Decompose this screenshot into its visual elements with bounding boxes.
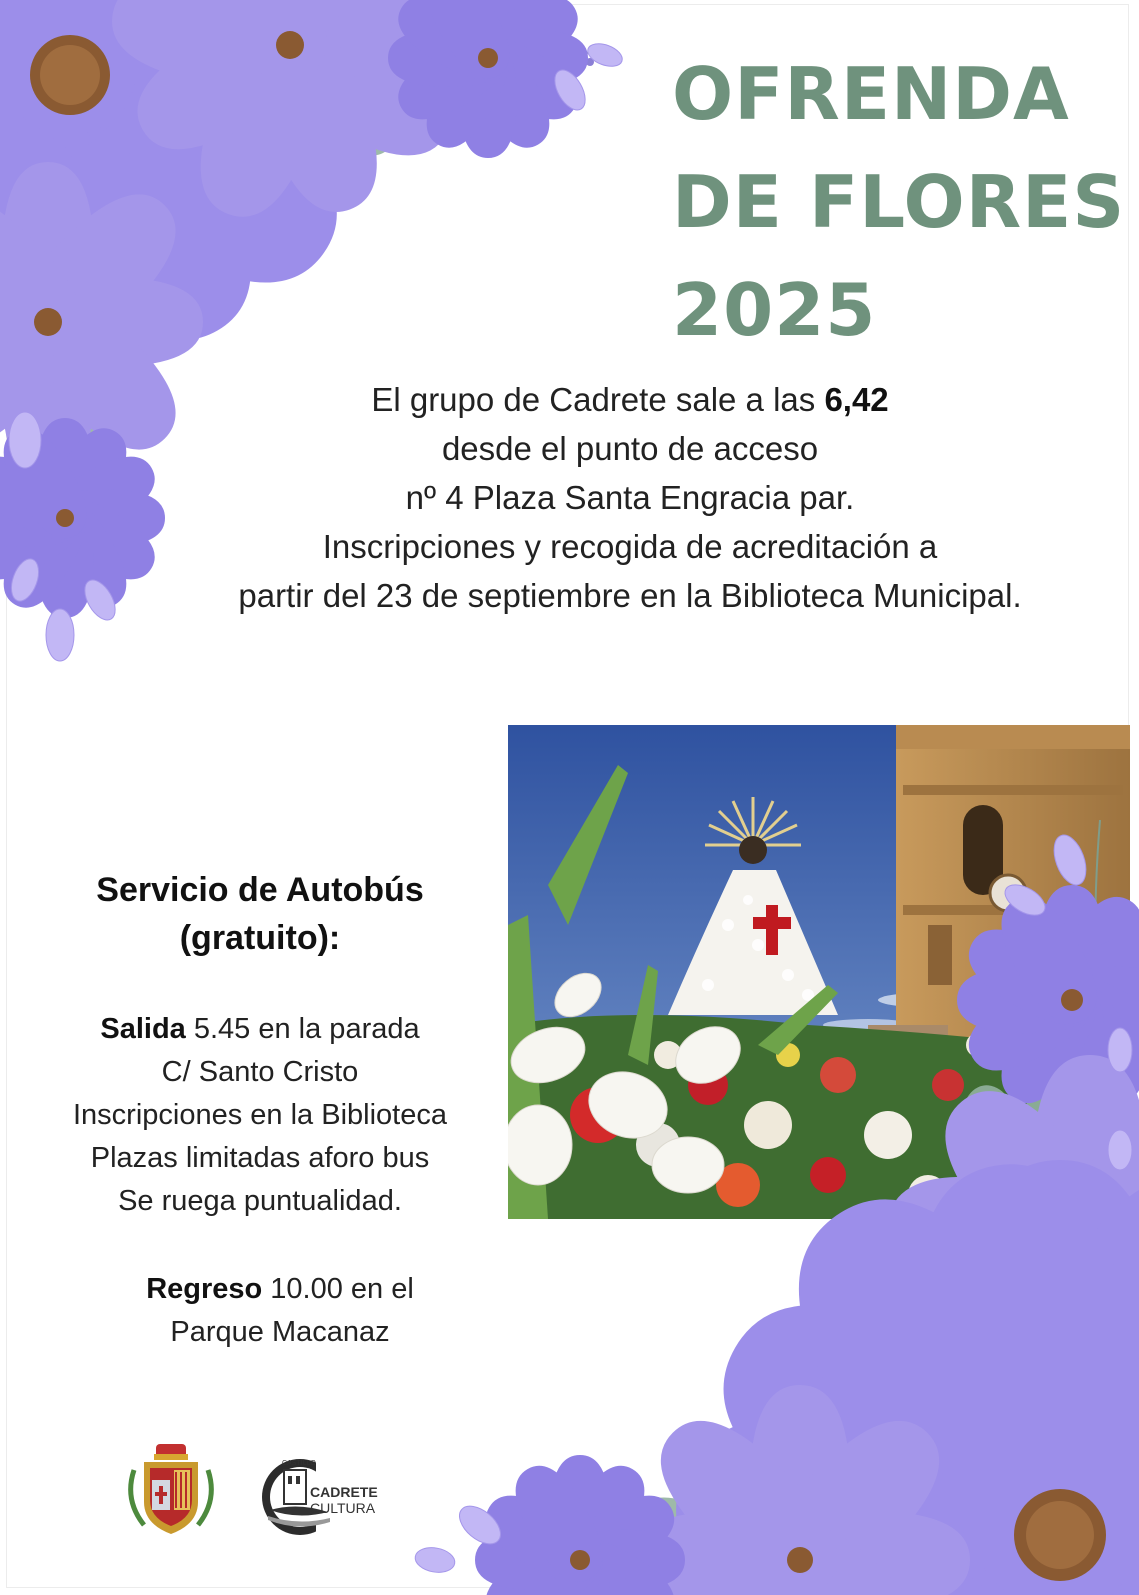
intro-line-1 [175, 375, 1085, 424]
intro-line-1-text: El grupo de Cadrete sale a las [371, 381, 825, 418]
intro-line-2: desde el punto de acceso [441, 430, 819, 467]
cadrete-cultura-logo [258, 1452, 388, 1542]
poster-title [672, 40, 1126, 364]
departure-time: 6,42 [824, 381, 889, 418]
title-line-2: DE FLORES [672, 160, 1126, 244]
cultura-small-label: CASTILLO [282, 1460, 316, 1467]
bus-inscripciones: Inscripciones en la Biblioteca [73, 1099, 447, 1131]
regreso-text: 10.00 en el [262, 1273, 414, 1305]
intro-line-5: partir del 23 de septiembre en la Biblioteca Municipal. [238, 577, 1022, 614]
intro-line-4: Inscripciones y recogida de acreditación a [322, 528, 938, 565]
bus-stop: C/ Santo Cristo [161, 1056, 359, 1088]
salida-text: 5.45 en la parada [185, 1013, 420, 1045]
intro-line-3: nº 4 Plaza Santa Engracia par. [405, 479, 855, 516]
bus-puntualidad: Se ruega puntualidad. [118, 1185, 402, 1217]
bus-heading-line-1: Servicio de Autobús [96, 871, 424, 909]
bus-heading-line-2: (gratuito): [179, 919, 341, 957]
bus-plazas: Plazas limitadas aforo bus [90, 1142, 430, 1174]
salida-label: Salida [100, 1013, 186, 1045]
cultura-top-label: CADRETE [310, 1484, 378, 1500]
title-line-1: OFRENDA [672, 52, 1070, 136]
coat-of-arms-logo [124, 1440, 218, 1540]
regreso-place: Parque Macanaz [170, 1316, 390, 1348]
title-line-3: 2025 [672, 268, 877, 352]
regreso-label: Regreso [146, 1273, 263, 1305]
cultura-bottom-label: CULTURA [310, 1500, 376, 1516]
intro-text [175, 375, 1085, 620]
floral-corner-bottom-right [400, 820, 1139, 1595]
